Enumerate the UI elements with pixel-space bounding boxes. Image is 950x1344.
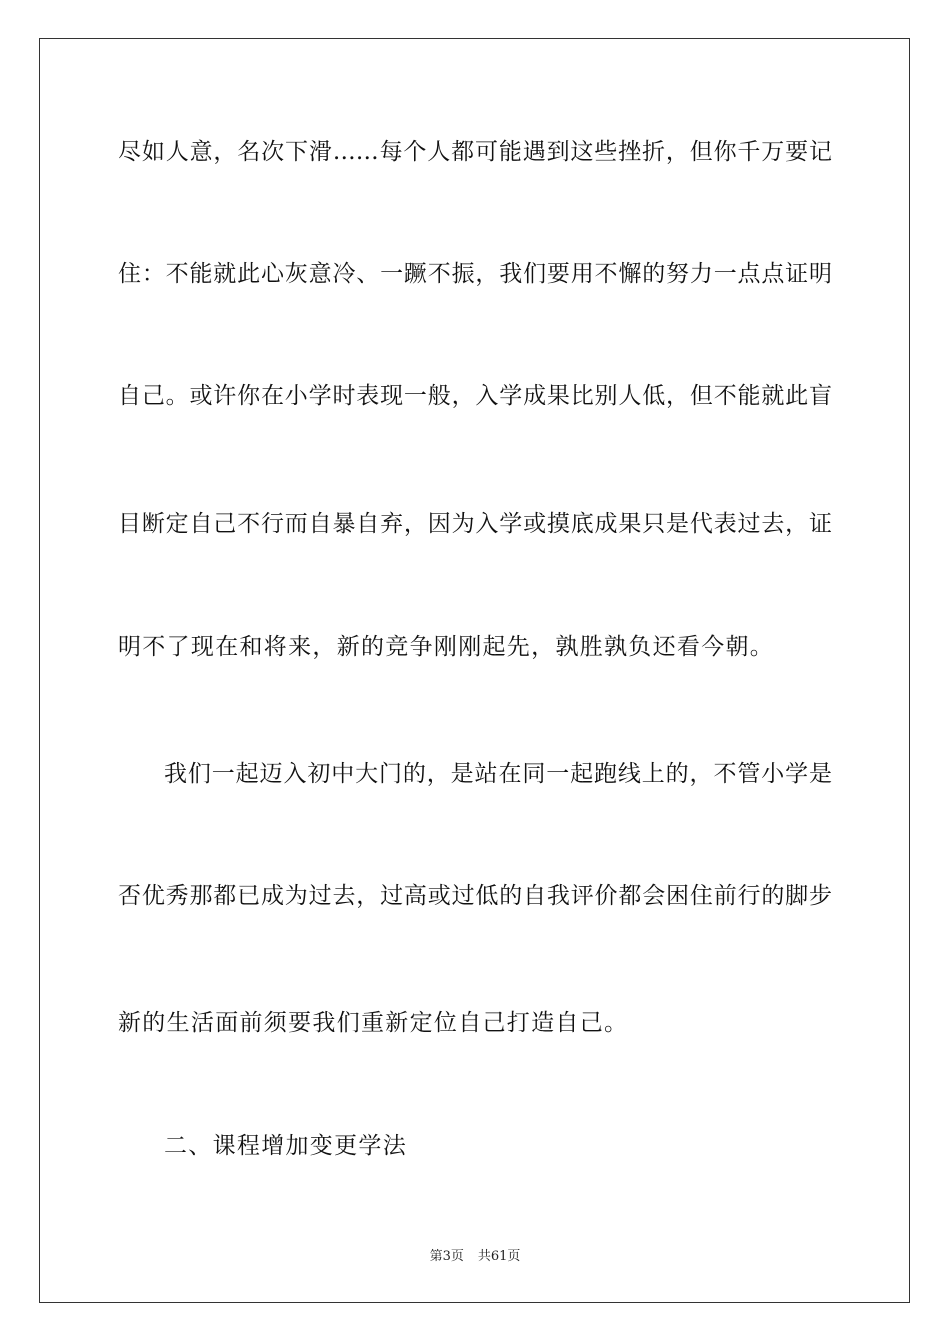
page-footer bbox=[0, 1249, 950, 1265]
body-text-line: 尽如人意，名次下滑……每个人都可能遇到这些挫折，但你千万要记 bbox=[118, 139, 832, 165]
body-text-line: 自己。或许你在小学时表现一般，入学成果比别人低，但不能就此盲 bbox=[118, 383, 832, 409]
page-number: 第3页 bbox=[429, 1249, 464, 1264]
body-text-line: 明不了现在和将来，新的竞争刚刚起先，孰胜孰负还看今朝。 bbox=[118, 634, 775, 660]
body-text-line: 新的生活面前须要我们重新定位自己打造自己。 bbox=[118, 1010, 629, 1036]
body-text-line: 住：不能就此心灰意冷、一蹶不振，我们要用不懈的努力一点点证明 bbox=[118, 261, 832, 287]
body-text-line: 我们一起迈入初中大门的，是站在同一起跑线上的，不管小学是 bbox=[164, 761, 832, 787]
body-text-line: 否优秀那都已成为过去，过高或过低的自我评价都会困住前行的脚步 bbox=[118, 883, 832, 909]
page-border bbox=[39, 38, 910, 1303]
page-total: 共61页 bbox=[477, 1249, 521, 1264]
body-text-line: 目断定自己不行而自暴自弃，因为入学或摸底成果只是代表过去，证 bbox=[118, 511, 832, 537]
section-heading: 二、课程增加变更学法 bbox=[164, 1133, 407, 1159]
